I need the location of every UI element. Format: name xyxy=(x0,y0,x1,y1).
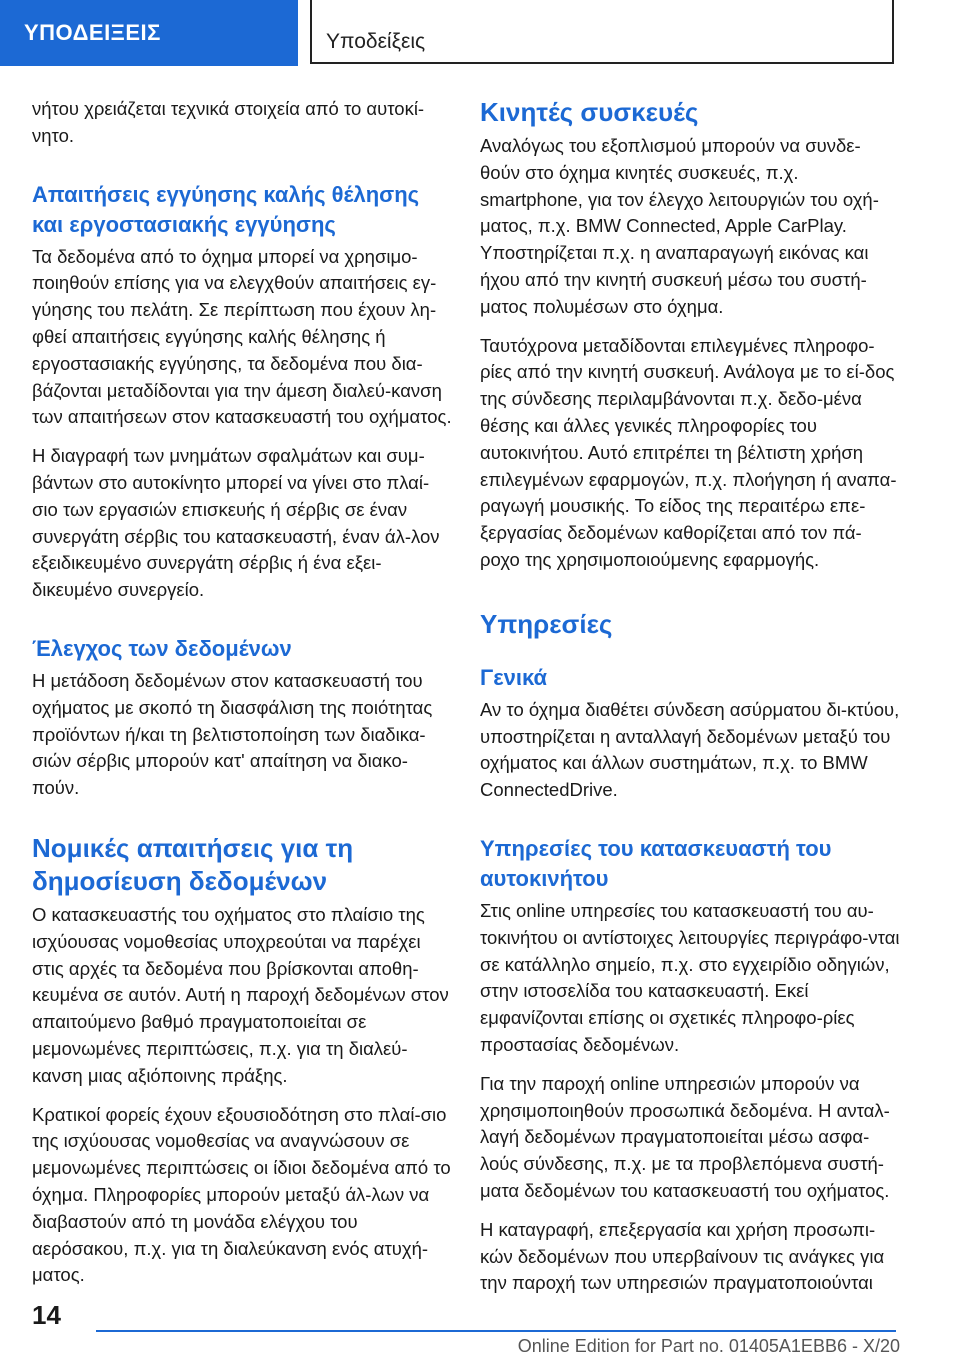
general-paragraph: Αν το όχημα διαθέτει σύνδεση ασύρματου δι-κτύου, υποστηρίζεται η ανταλλαγή δεδομένων μεταξύ του οχήματος και άλλων συστημάτων, π.χ. το BMW ConnectedDrive. xyxy=(480,698,900,801)
manufacturer-paragraph-2: Για την παροχή online υπηρεσιών μπορούν να χρησιμοποιηθούν προσωπικά δεδομένα. Η ανταλ-λαγή δεδομένων πραγματοποιείται μέσω ασφα-λούς σύνδεσης, π.χ. με τα προβλεπόμενα συστή-ματα δεδομένων του κατασκευαστή του οχήματος. xyxy=(480,1072,890,1201)
legal-heading: Νομικές απαιτήσεις για τη δημοσίευση δεδομένων xyxy=(32,832,354,896)
mobile-paragraph-1: Αναλόγως του εξοπλισμού μπορούν να συνδε-θούν στο όχημα κινητές συσκευές, π.χ. smartphone, για τον έλεγχο λειτουργιών του οχή-ματος, π.χ. BMW Connected, Apple CarPlay. Υποστηρίζεται π.χ. η αναπαραγωγή εικόνας και ήχου από την κινητή συσκευή μέσω του συστή-ματος πολυμέσων στο όχημα. xyxy=(480,135,879,317)
intro-paragraph: νήτου χρειάζεται τεχνικά στοιχεία από το αυτοκί-νητο. xyxy=(32,98,425,146)
section-tab xyxy=(0,0,298,66)
general-heading: Γενικά xyxy=(480,664,548,690)
warranty-paragraph: Τα δεδομένα από το όχημα μπορεί να χρησιμο-ποιηθούν επίσης για να ελεγχθούν απαιτήσεις εγ-γύησης του πελάτη. Σε περίπτωση που έχουν λη-φθεί απαιτήσεις εγγύησης καλής θέλησης ή εργοστασιακής εγγύησης, τα δεδομένα που δια-βάζονται μεταδίδονται για την άμεση διαλεύ-κανση των απαιτήσεων στον κατασκευαστή του οχήματος. xyxy=(32,245,452,428)
section-title: Υποδείξεις xyxy=(326,30,426,53)
footer-rule xyxy=(96,1330,896,1332)
services-heading: Υπηρεσίες xyxy=(480,608,613,639)
mobile-devices-heading: Κινητές συσκευές xyxy=(480,97,699,127)
data-control-paragraph: Η μετάδοση δεδομένων στον κατασκευαστή του οχήματος με σκοπό τη διασφάλιση της ποιότητας προϊόντων ή/και τη βελτιστοποίηση των διαδικα-σιών σέρβις μπορούν κατ' απαίτηση να διακο-πούν. xyxy=(32,669,433,799)
legal-paragraph-2: Κρατικοί φορείς έχουν εξουσιοδότηση στο πλαί-σιο της ισχύουσας νομοθεσίας να αναγνώσουν σε μεμονωμένες περιπτώσεις οι ίδιοι δεδομένα από το όχημα. Πληροφορίες μπορούν μεταξύ άλ-λων να διαβαστούν από τη μονάδα ελέγχου του αερόσακου, π.χ. για τη διαλεύκανση ενός ατυχή-ματος. xyxy=(32,1103,451,1286)
right-column xyxy=(480,96,900,1309)
mobile-paragraph-2: Ταυτόχρονα μεταδίδονται επιλεγμένες πληροφο-ρίες από την κινητή συσκευή. Ανάλογα με το εί-δος της σύνδεσης περιλαμβάνονται π.χ. δεδο-μένα θέσης και άλλες γενικές πληροφορίες του αυτοκινήτου. Αυτό επιτρέπει τη βέλτιστη χρήση επιλεγμένων εφαρμογών, π.χ. πλοήγηση ή αναπα-ραγωγή μουσικής. Το είδος της περαιτέρω επε-ξεργασίας δεδομένων καθορίζεται από τον πά-ροχο της χρησιμοποιούμενης εφαρμογής. xyxy=(480,334,897,570)
page-number: 14 xyxy=(32,1300,61,1330)
manufacturer-paragraph-3: Η καταγραφή, επεξεργασία και χρήση προσωπι-κών δεδομένων που υπερβαίνουν τις ανάγκες για την παροχή των υπηρεσιών πραγματοποιούνται xyxy=(480,1218,885,1294)
manufacturer-paragraph-1: Στις online υπηρεσίες του κατασκευαστή του αυ-τοκινήτου οι αντίστοιχες λειτουργίες περιγράφο-νται σε κατάλληλο σημείο, π.χ. στο εγχειρίδιο οδηγιών, στην ιστοσελίδα του κατασκευαστή. Εκεί εμφανίζονται επίσης οι σχετικές πληροφο-ρίες προστασίας δεδομένων. xyxy=(480,899,900,1055)
edition-footer: Online Edition for Part no. 01405A1EBB6 - X/20 xyxy=(517,1336,900,1356)
legal-paragraph-1: Ο κατασκευαστής του οχήματος στο πλαίσιο της ισχύουσας νομοθεσίας υποχρεούται να παρέχει στις αρχές τα δεδομένα που βρίσκονται αποθη-κευμένα σε αυτόν. Αυτή η παροχή δεδομένων στον απαιτούμενο βαθμό πραγματοποιείται σε μεμονωμένες περιπτώσεις, π.χ. για τη διαλεύ-κανση μιας αξιόποινης πράξης. xyxy=(32,903,449,1086)
warranty-heading: Απαιτήσεις εγγύησης καλής θέλησης και εργοστασιακής εγγύησης xyxy=(32,181,420,237)
erase-paragraph: Η διαγραφή των μνημάτων σφαλμάτων και συμ-βάντων στο αυτοκίνητο μπορεί να γίνει στο πλαί-σιο των εργασιών επισκευής ή σέρβις σε έναν συνεργάτη σέρβις του κατασκευαστή, έναν άλ-λον εξειδικευμένο συνεργάτη σέρβις ή ένα εξει-δικευμένο συνεργείο. xyxy=(32,445,440,601)
section-tab-label: ΥΠΟΔΕΙΞΕΙΣ xyxy=(24,20,161,45)
data-control-heading: Έλεγχος των δεδομένων xyxy=(32,635,292,661)
left-column xyxy=(32,96,452,1301)
manufacturer-services-heading: Υπηρεσίες του κατασκευαστή του αυτοκινήτου xyxy=(480,835,832,891)
